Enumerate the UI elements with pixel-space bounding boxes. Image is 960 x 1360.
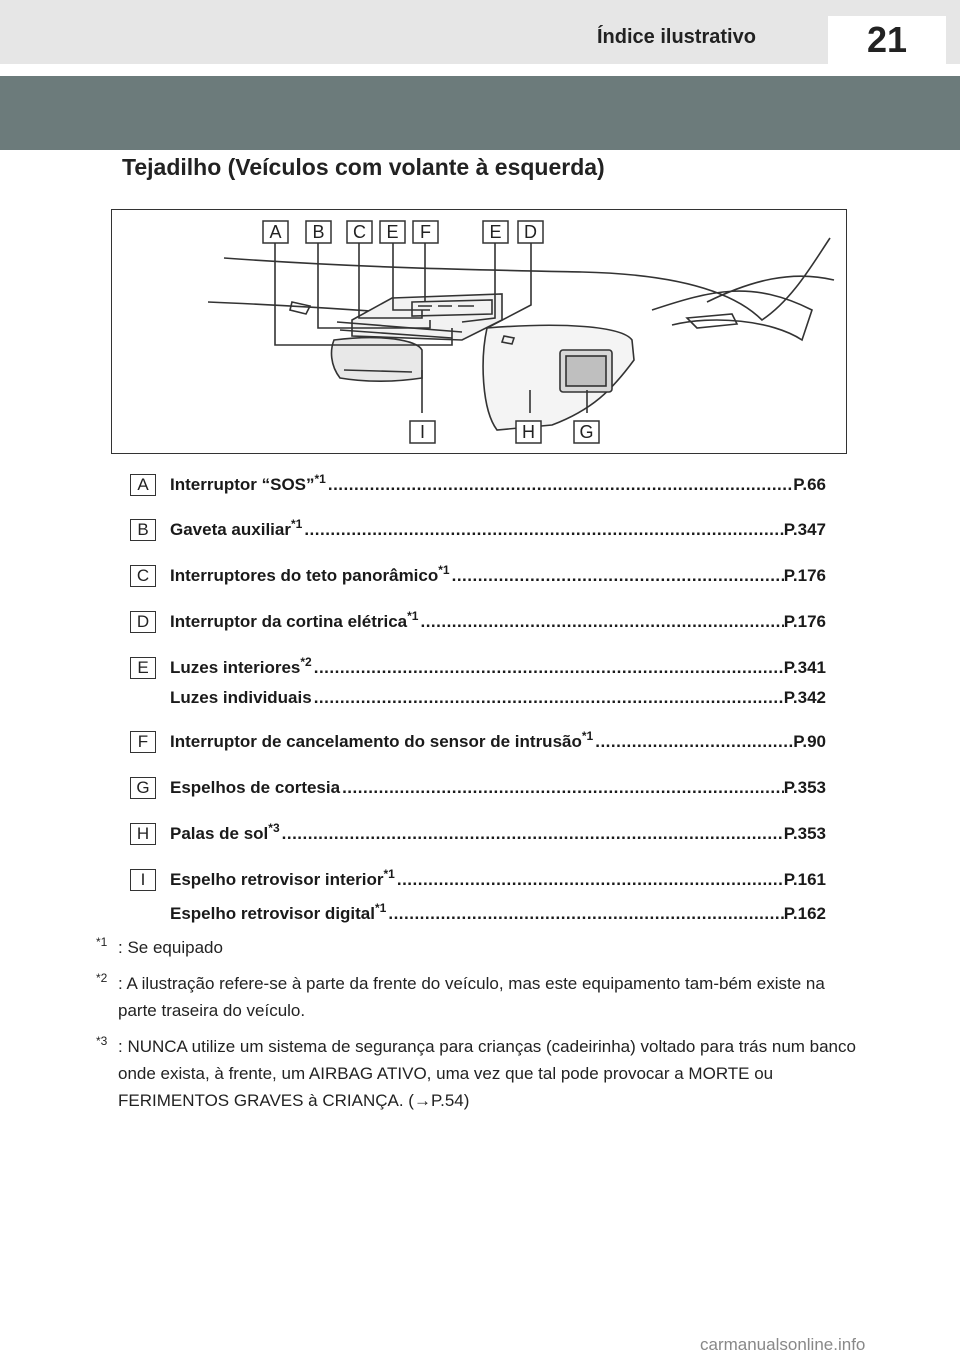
callout-e-left [380,221,405,243]
entry-name: Palas de sol [170,824,269,843]
callout-a [263,221,288,243]
entry-line[interactable] [170,902,826,926]
callout-c [347,221,372,243]
entry-letter: I [130,869,156,891]
page-ref[interactable]: P.347 [783,520,826,539]
leader-dots [418,610,783,634]
entry-line[interactable] [170,656,826,680]
entry-d [130,610,826,636]
callout-a-label: A [269,222,282,242]
callout-c-label: C [353,222,366,242]
leader-dots [312,686,784,710]
leader-dots [340,776,784,800]
page-number: 21 [828,16,946,64]
leader-dots [386,902,783,926]
entry-e [130,656,826,712]
footnote-1 [96,934,856,961]
entry-b [130,518,826,544]
page-ref[interactable]: P.161 [783,870,826,889]
entry-name: Gaveta auxiliar [170,520,291,539]
entry-letter: G [130,777,156,799]
page-ref[interactable]: P.341 [783,658,826,677]
leader-dots [280,822,784,846]
entry-a [130,473,826,499]
leader-dots [326,473,793,497]
entry-line[interactable] [170,822,826,846]
entry-name: Interruptores do teto panorâmico [170,566,439,585]
entry-sup: *1 [581,729,594,743]
rearview-mirror [332,338,422,382]
leader-dots [450,564,784,588]
entry-sup: *1 [438,563,450,577]
entry-name: Espelhos de cortesia [170,778,341,797]
entry-name: Espelho retrovisor digital [170,904,375,923]
callout-h-label: H [522,422,535,442]
callout-g [574,421,599,443]
callout-f-label: F [420,222,431,242]
roof-console-illustration [111,209,847,454]
entry-letter: F [130,731,156,753]
entry-f [130,730,826,756]
footnote-text: : NUNCA utilize um sistema de segurança para crianças (cadeirinha) voltado para trás num banco onde exista, à frente, um AIRBAG ATIVO, uma vez que tal pode provocar a MORTE ou FERIMENTOS GRAVES à CRIANÇA. (→P.54) [118,1033,856,1114]
entry-name: Interruptor de cancelamento do sensor de intrusão [170,732,582,751]
entry-sup: *3 [268,821,280,835]
callout-b [306,221,331,243]
entry-line[interactable] [170,473,826,497]
entry-sup: *1 [407,609,419,623]
entry-letter: H [130,823,156,845]
entry-g [130,776,826,802]
entry-sup: *1 [383,867,395,881]
entry-name: Luzes individuais [170,688,312,707]
callout-g-label: G [579,422,594,442]
footnote-text: : Se equipado [118,934,856,961]
entry-name: Interruptor “SOS” [170,475,315,494]
entry-sup: *2 [300,655,312,669]
watermark: carmanualsonline.info [700,1335,866,1354]
footnote-mark: *2 [96,971,108,985]
section-title: Tejadilho (Veículos com volante à esquerda) [122,154,605,180]
entry-line[interactable] [170,518,826,542]
page-ref[interactable]: P.353 [783,824,826,843]
entry-h [130,822,826,848]
callout-e-left-label: E [386,222,399,242]
entry-sup: *1 [290,517,303,531]
header-dark-band [0,76,960,150]
entry-line[interactable] [170,730,826,754]
footnote-2 [96,970,856,1024]
entry-letter: B [130,519,156,541]
leader-dots [312,656,784,680]
callout-d [518,221,543,243]
entry-line[interactable] [170,610,826,634]
entry-line[interactable] [170,686,826,710]
callout-i [410,421,435,443]
callout-i-label: I [419,422,426,442]
section-header-title: Índice ilustrativo [597,26,756,48]
page-ref[interactable]: P.353 [783,778,826,797]
leader-dots [302,518,783,542]
header-band [0,0,960,64]
entry-line[interactable] [170,868,826,892]
entry-sup: *1 [314,472,326,486]
page-ref[interactable]: P.162 [783,904,826,923]
entry-sup: *1 [375,901,387,915]
page-ref[interactable]: P.342 [783,688,826,707]
callout-d-label: D [524,222,537,242]
entry-name: Espelho retrovisor interior [170,870,384,889]
callout-h [516,421,541,443]
footnote-mark: *1 [96,935,108,949]
entry-letter: D [130,611,156,633]
entry-name: Interruptor da cortina elétrica [170,612,408,631]
entry-line[interactable] [170,776,826,800]
callout-b-label: B [312,222,325,242]
page-ref[interactable]: P.176 [783,566,826,585]
footnote-text: : A ilustração refere-se à parte da frente do veículo, mas este equipamento tam-bém existe na parte traseira do veículo. [118,970,856,1024]
footnote-3 [96,1033,856,1114]
leader-dots [395,868,784,892]
callout-e-right [483,221,508,243]
entry-letter: E [130,657,156,679]
page-ref[interactable]: P.66 [793,475,826,494]
entry-i [130,868,826,926]
callout-e-right-label: E [489,222,502,242]
entry-line[interactable] [170,564,826,588]
leader-dots [593,730,793,754]
entry-letter: A [130,474,156,496]
entry-name: Luzes interiores [170,658,301,677]
footnote-mark: *3 [96,1034,108,1048]
page-ref[interactable]: P.90 [793,732,826,751]
page-ref[interactable]: P.176 [783,612,826,631]
callout-f [413,221,438,243]
entry-letter: C [130,565,156,587]
entry-c [130,564,826,590]
